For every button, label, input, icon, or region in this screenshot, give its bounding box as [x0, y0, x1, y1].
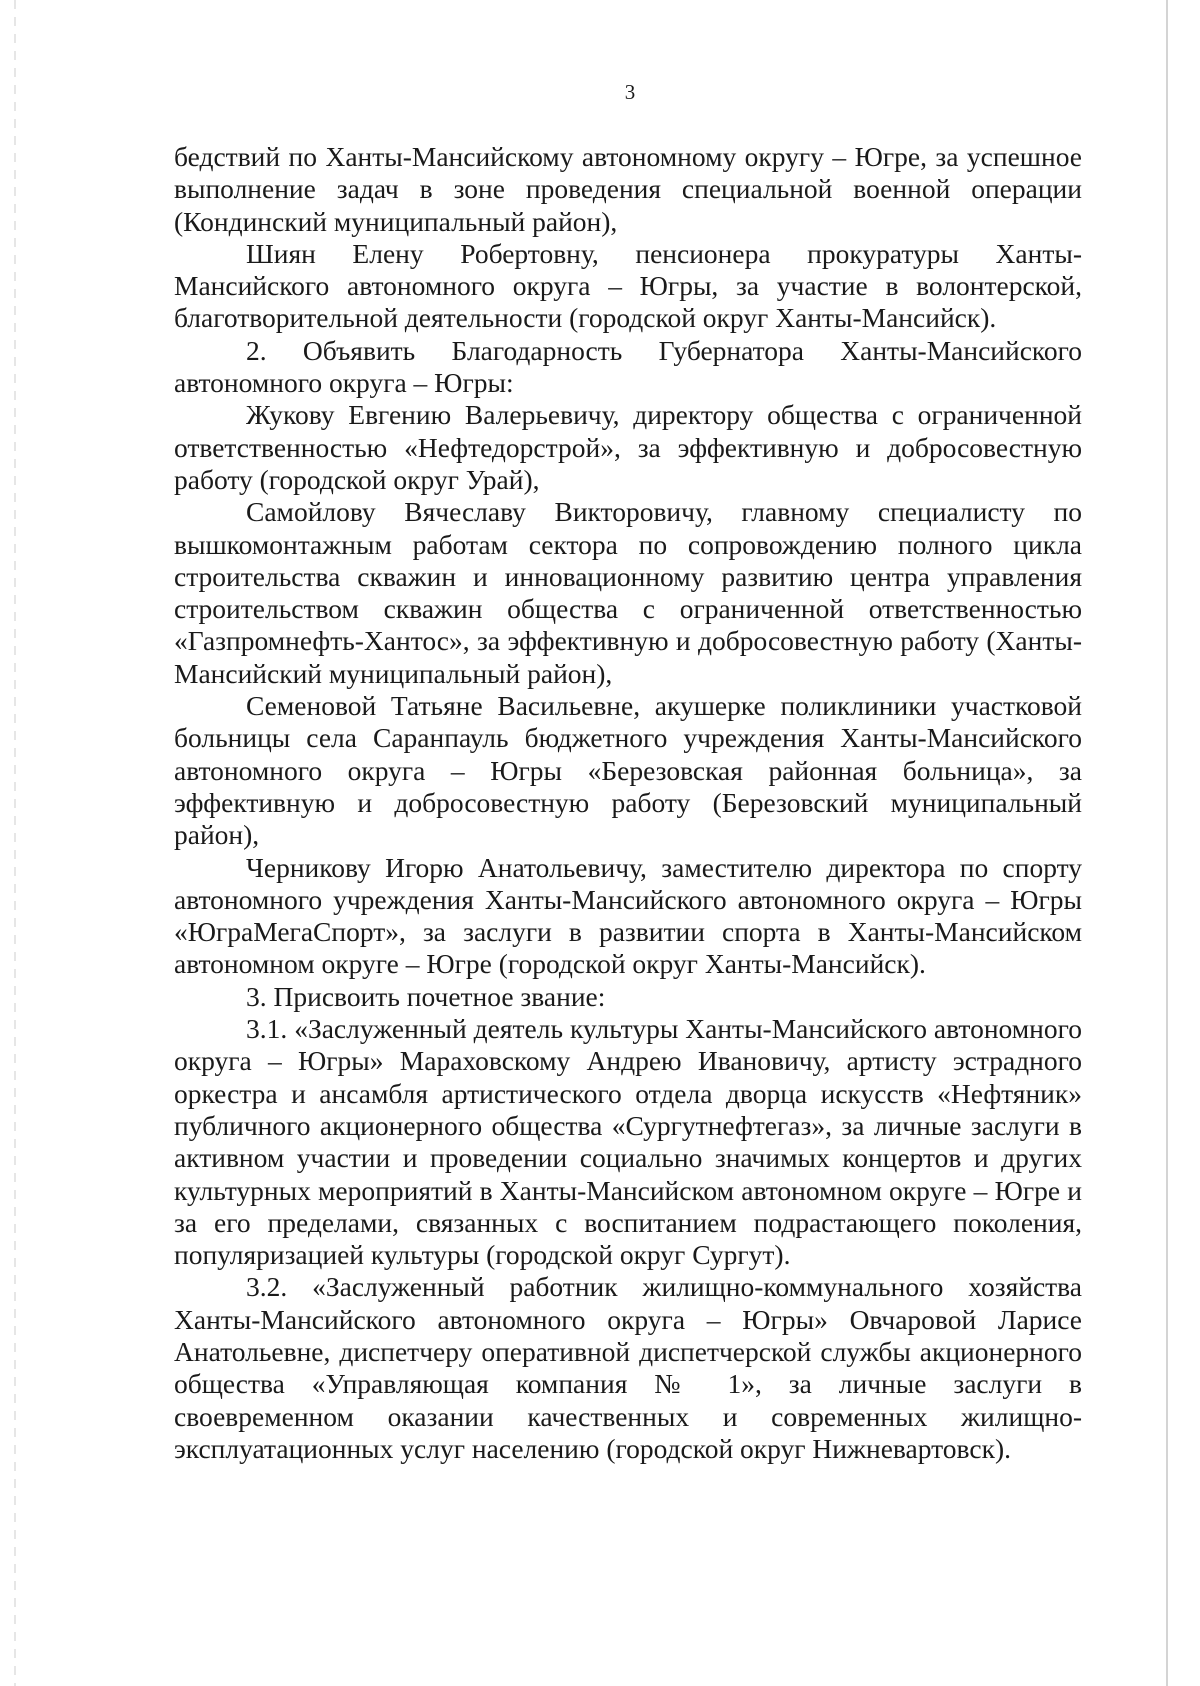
document-body — [174, 141, 1082, 1465]
paragraph-shiyan: Шиян Елену Робертовну, пенсионера прокуратуры Ханты-Мансийского автономного округа – Югры, за участие в волонтерской, благотворительной деятельности (городской округ Ханты-Мансийск). — [174, 237, 1082, 334]
paragraph-zhukov: Жукову Евгению Валерьевичу, директору общества с ограниченной ответственностью «Нефтедорстрой», за эффективную и добросовестную работу (городской округ Урай), — [174, 399, 1082, 495]
paragraph-semenova: Семеновой Татьяне Васильевне, акушерке поликлиники участковой больницы села Саранпауль бюджетного учреждения Ханты-Мансийского автономного округа – Югры «Березовская районная больница», за эффективную и добросовестную работу (Березовский муниципальный район), — [174, 690, 1082, 851]
paragraph-chernikov: Черникову Игорю Анатольевичу, заместителю директора по спорту автономного учреждения Ханты-Мансийского автономного округа – Югры «ЮграМегаСпорт», за заслуги в развитии спорта в Ханты-Мансийском автономном округе – Югре (городской округ Ханты-Мансийск). — [174, 851, 1082, 980]
scan-edge-left — [14, 0, 16, 1686]
paragraph-item-3-1: 3.1. «Заслуженный деятель культуры Ханты-Мансийского автономного округа – Югры» Мараховскому Андрею Ивановичу, артисту эстрадного оркестра и ансамбля артистического отдела дворца искусств «Нефтяник» публичного акционерного общества «Сургутнефтегаз», за личные заслуги в активном участии и проведении социально значимых концертов и других культурных мероприятий в Ханты-Мансийском автономном округе – Югре и за его пределами, связанных с воспитанием подрастающего поколения, популяризацией культуры (городской округ Сургут). — [174, 1013, 1082, 1271]
paragraph-item-2: 2. Объявить Благодарность Губернатора Ханты-Мансийского автономного округа – Югры: — [174, 334, 1082, 399]
paragraph-continuation: бедствий по Ханты-Мансийскому автономному округу – Югре, за успешное выполнение задач в зоне проведения специальной военной операции (Кондинский муниципальный район), — [174, 141, 1082, 237]
scan-edge-right — [1166, 0, 1168, 1686]
paragraph-samoylov: Самойлову Вячеславу Викторовичу, главному специалисту по вышкомонтажным работам сектора по сопровождению полного цикла строительства скважин и инновационному развитию центра управления строительством скважин общества с ограниченной ответственностью «Газпромнефть-Хантос», за эффективную и добросовестную работу (Ханты-Мансийский муниципальный район), — [174, 496, 1082, 689]
paragraph-item-3-2: 3.2. «Заслуженный работник жилищно-коммунального хозяйства Ханты-Мансийского автономного округа – Югры» Овчаровой Ларисе Анатольевне, диспетчеру оперативной диспетчерской службы акционерного общества «Управляющая компания № 1», за личные заслуги в своевременном оказании качественных и современных жилищно-эксплуатационных услуг населению (городской округ Нижневартовск). — [174, 1271, 1082, 1464]
page-number: 3 — [624, 80, 636, 104]
paragraph-item-3: 3. Присвоить почетное звание: — [246, 980, 606, 1012]
